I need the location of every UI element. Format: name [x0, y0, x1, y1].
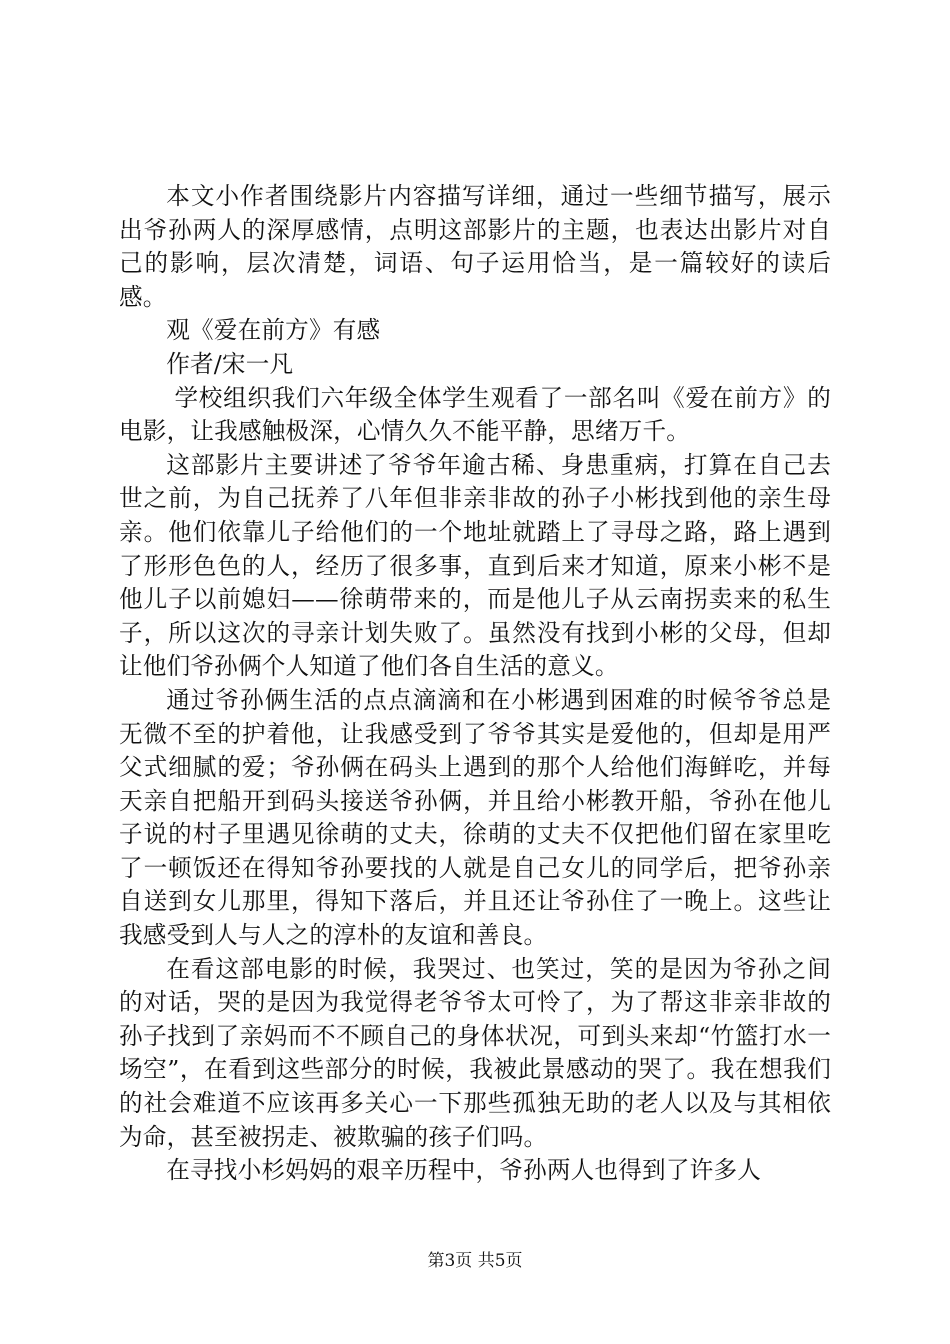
page-footer	[0, 1250, 950, 1272]
page-number: 第3页 共5页	[427, 1251, 523, 1271]
essay-paragraph-5: 在寻找小杉妈妈的艰辛历程中，爷孙两人也得到了许多人	[166, 1156, 762, 1185]
document-body	[119, 180, 831, 1188]
essay-paragraph-3: 通过爷孙俩生活的点点滴滴和在小彬遇到困难的时候爷爷总是无微不至的护着他，让我感受到了爷爷其实是爱他的，但却是用严父式细腻的爱；爷孙俩在码头上遇到的那个人给他们海鲜吃，并每天亲自把船开到码头接送爷孙俩，并且给小彬教开船，爷孙在他儿子说的村子里遇见徐萌的丈夫，徐萌的丈夫不仅把他们留在家里吃了一顿饭还在得知爷孙要找的人就是自己女儿的同学后，把爷孙亲自送到女儿那里，得知下落后，并且还让爷孙住了一晚上。这些让我感受到人与人之的淳朴的友谊和善良。	[119, 685, 831, 950]
review-comment-paragraph: 本文小作者围绕影片内容描写详细，通过一些细节描写，展示出爷孙两人的深厚感情，点明这部影片的主题，也表达出影片对自己的影响，层次清楚，词语、句子运用恰当，是一篇较好的读后感。	[119, 182, 831, 311]
essay-author: 作者/宋一凡	[166, 349, 294, 378]
essay-paragraph-2: 这部影片主要讲述了爷爷年逾古稀、身患重病，打算在自己去世之前，为自己抚养了八年但非亲非故的孙子小彬找到他的亲生母亲。他们依靠儿子给他们的一个地址就踏上了寻母之路，路上遇到了形形色色的人，经历了很多事，直到后来才知道，原来小彬不是他儿子以前媳妇——徐萌带来的，而是他儿子从云南拐卖来的私生子，所以这次的寻亲计划失败了。虽然没有找到小彬的父母，但却让他们爷孙俩个人知道了他们各自生活的意义。	[119, 450, 831, 681]
essay-paragraph-1: 学校组织我们六年级全体学生观看了一部名叫《爱在前方》的电影，让我感触极深，心情久久不能平静，思绪万千。	[119, 383, 831, 446]
essay-paragraph-4: 在看这部电影的时候，我哭过、也笑过，笑的是因为爷孙之间的对话，哭的是因为我觉得老爷爷太可怜了，为了帮这非亲非故的孙子找到了亲妈而不不顾自己的身体状况，可到头来却“竹篮打水一场空”，在看到这些部分的时候，我被此景感动的哭了。我在想我们的社会难道不应该再多关心一下那些孤独无助的老人以及与其相依为命，甚至被拐走、被欺骗的孩子们吗。	[119, 954, 831, 1151]
essay-title: 观《爱在前方》有感	[166, 316, 381, 345]
